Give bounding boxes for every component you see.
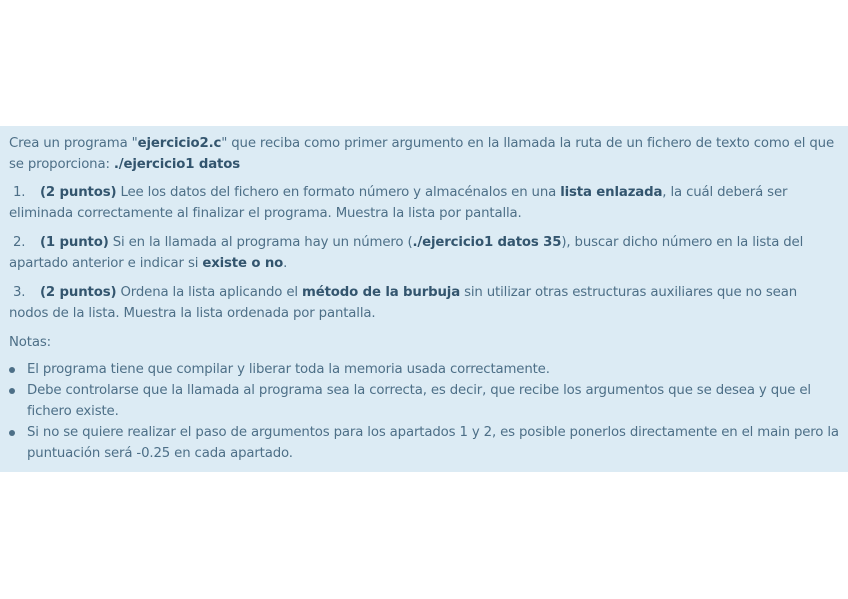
intro-text-2: " que reciba como primer argumento en la llamada la ruta de un fichero de texto como el que se proporciona: [9, 136, 834, 172]
example-command: ./ejercicio1 datos [113, 157, 241, 172]
note-text: Si no se quiere realizar el paso de argumentos para los apartados 1 y 2, es posible ponerlos directamente en el main pero la puntuación será -0.25 en cada apartado. [27, 425, 839, 461]
program-filename: ejercicio2.c [137, 136, 222, 151]
notes-title: Notas: [9, 335, 51, 350]
task-keyword: lista enlazada [560, 185, 663, 200]
exercise-statement-panel [0, 126, 848, 472]
bullet-icon [9, 388, 15, 394]
task-number: 2. [13, 235, 26, 250]
intro-text-1: Crea un programa " [9, 136, 138, 151]
task-number: 1. [13, 185, 26, 200]
task-text: , la cuál deberá ser eliminada correctamente al finalizar el programa. Muestra la lista por pantalla. [9, 185, 788, 221]
task-text: sin utilizar otras estructuras auxiliares que no sean nodos de la lista. Muestra la lista ordenada por pantalla. [9, 285, 797, 321]
note-item [9, 380, 840, 422]
note-item [9, 422, 840, 464]
task-item-1 [9, 182, 840, 224]
task-text: . [283, 256, 288, 271]
bullet-icon [9, 367, 15, 373]
note-text: El programa tiene que compilar y liberar toda la memoria usada correctamente. [27, 362, 550, 377]
task-item-3 [9, 282, 840, 324]
notes-list [9, 359, 840, 464]
task-number: 3. [13, 285, 26, 300]
task-text: Ordena la lista aplicando el [116, 285, 302, 300]
task-command: ./ejercicio1 datos 35 [412, 235, 562, 250]
task-points: (2 puntos) [40, 185, 117, 200]
task-text: Lee los datos del fichero en formato número y almacénalos en una [116, 185, 561, 200]
task-keyword: método de la burbuja [302, 285, 461, 300]
task-text: Si en la llamada al programa hay un número ( [108, 235, 413, 250]
task-points: (2 puntos) [40, 285, 117, 300]
task-text: ), buscar dicho número en la lista del apartado anterior e indicar si [9, 235, 804, 271]
bullet-icon [9, 430, 15, 436]
note-item [9, 359, 840, 380]
task-points: (1 punto) [40, 235, 109, 250]
intro-paragraph [9, 133, 840, 175]
note-text: Debe controlarse que la llamada al programa sea la correcta, es decir, que recibe los argumentos que se desea y que el fichero existe. [27, 383, 811, 419]
task-keyword: existe o no [202, 256, 284, 271]
task-item-2 [9, 232, 840, 274]
